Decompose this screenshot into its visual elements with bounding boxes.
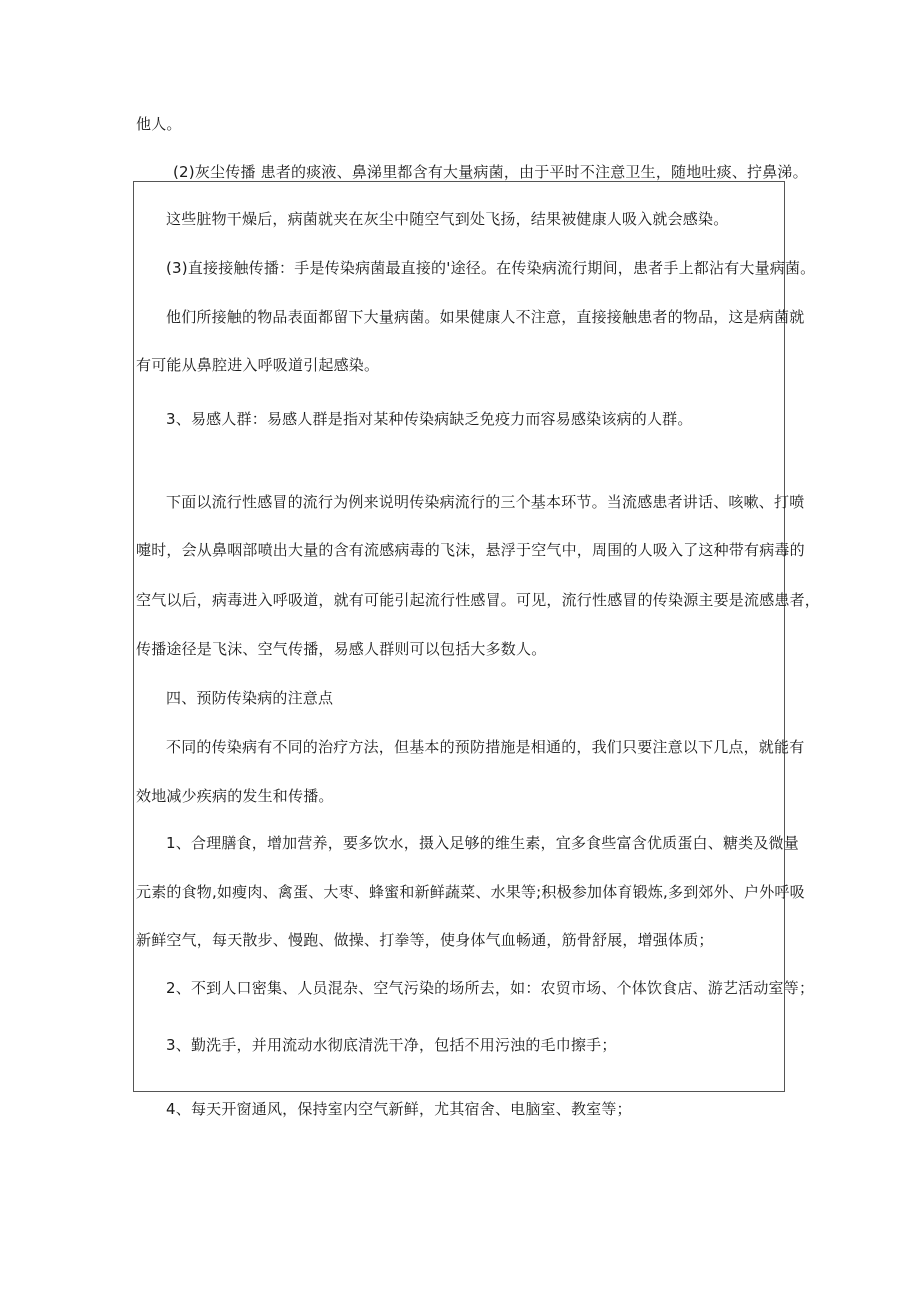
text-line: 效地减少疾病的发生和传播。 — [136, 787, 334, 805]
text-line: 下面以流行性感冒的流行为例来说明传染病流行的三个基本环节。当流感患者讲话、咳嗽、打喷 — [166, 493, 805, 511]
text-line: 元素的食物,如瘦肉、禽蛋、大枣、蜂蜜和新鲜蔬菜、水果等;积极参加体育锻炼,多到郊外、户外呼吸 — [136, 883, 805, 901]
text-line: 1、合理膳食，增加营养，要多饮水，摄入足够的维生素，宜多食些富含优质蛋白、糖类及微量 — [166, 834, 799, 852]
text-line: (3)直接接触传播：手是传染病菌最直接的'途径。在传染病流行期间，患者手上都沾有大量病菌。 — [166, 259, 816, 277]
text-line: 3、易感人群：易感人群是指对某种传染病缺乏免疫力而容易感染该病的人群。 — [166, 410, 693, 428]
text-line: 这些脏物干燥后，病菌就夹在灰尘中随空气到处飞扬，结果被健康人吸入就会感染。 — [166, 210, 729, 228]
section-heading: 四、预防传染病的注意点 — [166, 689, 334, 707]
text-line: 他人。 — [136, 115, 182, 133]
text-line: (2)灰尘传播 患者的痰液、鼻涕里都含有大量病菌，由于平时不注意卫生，随地吐痰、拧鼻涕。 — [173, 163, 808, 181]
text-line: 4、每天开窗通风，保持室内空气新鲜，尤其宿舍、电脑室、教室等； — [166, 1100, 632, 1118]
text-line: 3、勤洗手，并用流动水彻底清洗干净，包括不用污浊的毛巾擦手； — [166, 1036, 617, 1054]
text-line: 他们所接触的物品表面都留下大量病菌。如果健康人不注意，直接接触患者的物品，这是病菌就 — [166, 308, 805, 326]
text-line: 传播途径是飞沫、空气传播，易感人群则可以包括大多数人。 — [136, 640, 547, 658]
text-line: 不同的传染病有不同的治疗方法，但基本的预防措施是相通的，我们只要注意以下几点，就能有 — [166, 738, 805, 756]
text-line: 新鲜空气，每天散步、慢跑、做操、打拳等，使身体气血畅通，筋骨舒展，增强体质； — [136, 931, 714, 949]
text-line: 有可能从鼻腔进入呼吸道引起感染。 — [136, 356, 380, 374]
text-line: 空气以后，病毒进入呼吸道，就有可能引起流行性感冒。可见，流行性感冒的传染源主要是流感患者， — [136, 591, 821, 609]
text-line: 2、不到人口密集、人员混杂、空气污染的场所去，如：农贸市场、个体饮食店、游艺活动室等； — [166, 979, 815, 997]
text-line: 嚏时，会从鼻咽部喷出大量的含有流感病毒的飞沫，悬浮于空气中，周围的人吸入了这种带有病毒的 — [136, 541, 805, 559]
